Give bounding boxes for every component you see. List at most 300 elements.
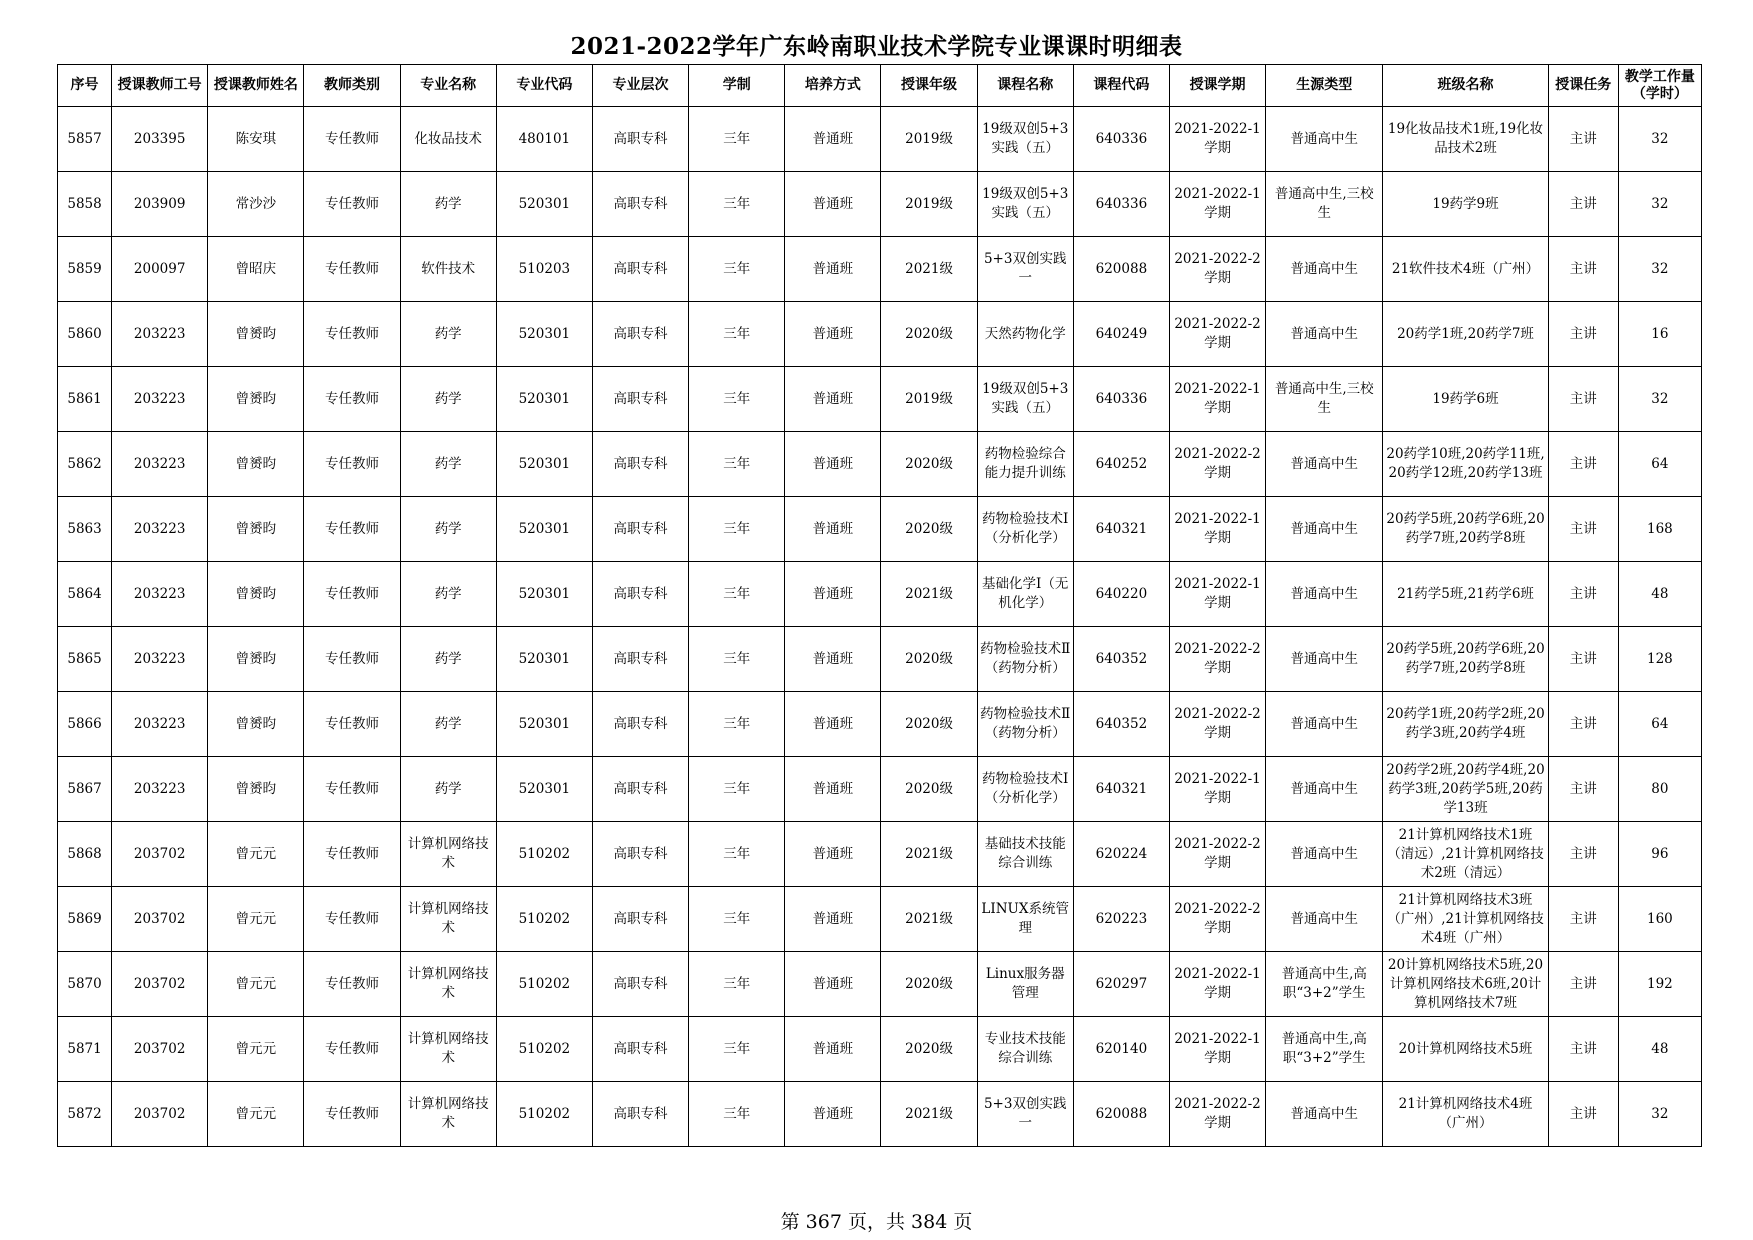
cell-workload [1618,107,1701,172]
cell-seq [58,1082,112,1147]
cell-text: 普通班 [812,390,854,407]
cell-teacher-type [304,497,400,562]
cell-text: 曾赟昀 [235,520,277,537]
cell-class-name [1383,887,1548,952]
cell-text: 160 [1647,910,1673,927]
column-header-class-name: 班级名称 [1383,65,1548,107]
cell-text: 20药学5班,20药学6班,20药学7班,20药学8班 [1386,641,1545,676]
cell-text: 专任教师 [325,845,380,862]
cell-text: 药学 [434,585,462,602]
cell-text: 三年 [723,585,751,602]
cell-text: 21药学5班,21药学6班 [1397,585,1534,602]
cell-text: 2021-2022-1学期 [1174,511,1261,546]
cell-course-code [1073,302,1169,367]
cell-major-name [400,367,496,432]
table-row [58,107,1702,172]
cell-semester [1169,497,1265,562]
cell-duration [689,692,785,757]
cell-training-mode [785,627,881,692]
cell-text: 2021-2022-1学期 [1174,966,1261,1001]
cell-text: 主讲 [1569,780,1597,797]
cell-student-source [1266,1017,1383,1082]
cell-teacher-type [304,952,400,1017]
cell-workload [1618,822,1701,887]
cell-text: 药学 [434,390,462,407]
cell-teacher-name [208,497,304,562]
cell-course-code [1073,822,1169,887]
cell-text: 2021-2022-1学期 [1174,576,1261,611]
cell-text: 2020级 [905,1040,953,1057]
cell-student-source [1266,822,1383,887]
cell-teacher-type [304,432,400,497]
cell-text: 专任教师 [325,650,380,667]
column-header-major-level: 专业层次 [592,65,688,107]
cell-text: 2021-2022-1学期 [1174,1031,1261,1066]
cell-semester [1169,1082,1265,1147]
cell-major-name [400,432,496,497]
cell-course-name [977,627,1073,692]
table-row [58,302,1702,367]
cell-text: 80 [1651,780,1669,797]
cell-text: 药学 [434,780,462,797]
cell-teacher-name [208,1082,304,1147]
cell-training-mode [785,952,881,1017]
cell-text: 三年 [723,325,751,342]
cell-course-name [977,952,1073,1017]
cell-text: 2021级 [905,1105,953,1122]
cell-grade [881,822,977,887]
cell-semester [1169,172,1265,237]
cell-duration [689,562,785,627]
cell-text: 640336 [1095,195,1148,212]
cell-text: 专任教师 [325,325,380,342]
cell-duration [689,887,785,952]
cell-text: 2020级 [905,780,953,797]
cell-text: 三年 [723,780,751,797]
cell-text: 19级双创5+3实践（五） [982,121,1069,156]
column-header-task: 授课任务 [1548,65,1618,107]
cell-text: 5866 [67,715,102,732]
cell-text: 普通高中生 [1290,780,1358,797]
cell-teacher-name [208,1017,304,1082]
column-header-teacher-id: 授课教师工号 [112,65,208,107]
cell-text: 计算机网络技术 [407,836,489,871]
cell-text: 普通班 [812,1105,854,1122]
cell-teacher-name [208,627,304,692]
cell-text: 专任教师 [325,195,380,212]
cell-text: 药物检验技术Ⅰ（分析化学） [982,771,1069,806]
cell-teacher-type [304,692,400,757]
cell-grade [881,952,977,1017]
cell-text: 曾赟昀 [235,715,277,732]
cell-text: 200097 [133,260,186,277]
cell-workload [1618,692,1701,757]
cell-text: 520301 [518,390,571,407]
cell-text: 药物检验技术Ⅰ（分析化学） [982,511,1069,546]
cell-text: 三年 [723,195,751,212]
cell-text: 20药学10班,20药学11班,20药学12班,20药学13班 [1386,446,1545,481]
cell-major-code [496,172,592,237]
cell-text: 20药学5班,20药学6班,20药学7班,20药学8班 [1386,511,1545,546]
cell-text: 普通高中生 [1290,715,1358,732]
cell-teacher-name [208,822,304,887]
cell-teacher-type [304,237,400,302]
cell-course-name [977,1082,1073,1147]
cell-text: 5858 [67,195,102,212]
cell-teacher-id [112,757,208,822]
cell-duration [689,172,785,237]
column-header-major-code: 专业代码 [496,65,592,107]
cell-major-code [496,822,592,887]
cell-student-source [1266,302,1383,367]
cell-duration [689,237,785,302]
cell-text: 普通班 [812,325,854,342]
cell-text: 203702 [133,845,186,862]
cell-teacher-type [304,172,400,237]
cell-text: 三年 [723,260,751,277]
cell-student-source [1266,237,1383,302]
cell-teacher-type [304,367,400,432]
cell-major-level [592,302,688,367]
cell-teacher-name [208,367,304,432]
cell-text: 5+3双创实践一 [983,251,1067,286]
cell-major-level [592,692,688,757]
table-row [58,1017,1702,1082]
cell-grade [881,497,977,562]
cell-task [1548,302,1618,367]
cell-course-name [977,432,1073,497]
cell-course-code [1073,432,1169,497]
cell-workload [1618,367,1701,432]
cell-teacher-type [304,887,400,952]
cell-major-code [496,237,592,302]
cell-course-code [1073,237,1169,302]
cell-teacher-id [112,107,208,172]
cell-seq [58,107,112,172]
table-row [58,757,1702,822]
cell-text: 168 [1647,520,1673,537]
cell-workload [1618,562,1701,627]
cell-text: 三年 [723,130,751,147]
cell-text: 主讲 [1569,1040,1597,1057]
cell-text: 普通班 [812,520,854,537]
cell-text: 普通班 [812,585,854,602]
cell-text: 专任教师 [325,1040,380,1057]
cell-course-name [977,1017,1073,1082]
cell-grade [881,692,977,757]
cell-semester [1169,952,1265,1017]
cell-text: 普通高中生 [1290,845,1358,862]
cell-major-name [400,952,496,1017]
cell-text: 640321 [1095,780,1148,797]
cell-training-mode [785,172,881,237]
cell-training-mode [785,757,881,822]
cell-text: 20计算机网络技术5班 [1398,1040,1533,1057]
cell-text: 21计算机网络技术4班（广州） [1398,1096,1533,1131]
cell-grade [881,562,977,627]
cell-text: 620140 [1095,1040,1148,1057]
cell-workload [1618,757,1701,822]
cell-major-name [400,692,496,757]
cell-text: 640249 [1095,325,1148,342]
cell-task [1548,107,1618,172]
cell-duration [689,497,785,562]
cell-text: 药物检验综合能力提升训练 [984,446,1066,481]
cell-text: 2021-2022-2学期 [1174,706,1261,741]
cell-student-source [1266,432,1383,497]
cell-teacher-id [112,367,208,432]
cell-text: 普通高中生 [1290,325,1358,342]
cell-text: 64 [1651,715,1669,732]
cell-training-mode [785,302,881,367]
cell-text: 96 [1651,845,1669,862]
cell-teacher-type [304,107,400,172]
cell-text: 48 [1651,585,1669,602]
cell-major-code [496,627,592,692]
cell-class-name [1383,172,1548,237]
cell-student-source [1266,367,1383,432]
cell-text: 三年 [723,1105,751,1122]
column-header-teacher-name: 授课教师姓名 [208,65,304,107]
cell-text: 三年 [723,1040,751,1057]
cell-course-name [977,757,1073,822]
cell-course-name [977,562,1073,627]
cell-text: 曾元元 [235,1040,277,1057]
cell-training-mode [785,887,881,952]
cell-student-source [1266,692,1383,757]
cell-teacher-type [304,302,400,367]
cell-teacher-name [208,562,304,627]
cell-text: 普通高中生,三校生 [1274,186,1374,221]
cell-text: 203223 [133,650,186,667]
column-header-major-name: 专业名称 [400,65,496,107]
cell-semester [1169,107,1265,172]
cell-major-name [400,302,496,367]
cell-workload [1618,952,1701,1017]
cell-text: 2021-2022-2学期 [1174,901,1261,936]
cell-teacher-id [112,692,208,757]
cell-semester [1169,237,1265,302]
cell-text: 普通高中生 [1290,585,1358,602]
cell-text: 203223 [133,585,186,602]
cell-seq [58,302,112,367]
cell-text: 480101 [518,130,571,147]
cell-teacher-id [112,822,208,887]
course-hours-table [57,64,1702,1147]
cell-teacher-name [208,432,304,497]
cell-major-code [496,562,592,627]
cell-text: 主讲 [1569,325,1597,342]
cell-text: 2021级 [905,585,953,602]
cell-text: 专任教师 [325,455,380,472]
cell-text: 高职专科 [613,910,668,927]
cell-text: 5872 [67,1105,102,1122]
cell-text: 高职专科 [613,325,668,342]
cell-course-name [977,497,1073,562]
cell-duration [689,107,785,172]
cell-text: 2021级 [905,910,953,927]
cell-text: 203223 [133,325,186,342]
cell-text: 203223 [133,715,186,732]
cell-major-level [592,1017,688,1082]
cell-text: 软件技术 [421,260,476,277]
cell-class-name [1383,107,1548,172]
table-row [58,952,1702,1017]
table-row [58,237,1702,302]
cell-text: 常沙沙 [235,195,277,212]
cell-text: 三年 [723,715,751,732]
cell-duration [689,302,785,367]
cell-training-mode [785,822,881,887]
cell-major-level [592,497,688,562]
cell-major-level [592,432,688,497]
cell-seq [58,172,112,237]
cell-seq [58,432,112,497]
cell-text: 普通高中生 [1290,455,1358,472]
cell-text: 普通班 [812,130,854,147]
cell-text: 三年 [723,520,751,537]
cell-seq [58,822,112,887]
cell-task [1548,367,1618,432]
cell-major-name [400,562,496,627]
cell-text: 620088 [1095,260,1148,277]
cell-text: 主讲 [1569,390,1597,407]
cell-teacher-type [304,627,400,692]
cell-text: 基础技术技能综合训练 [984,836,1066,871]
cell-text: 普通高中生 [1290,520,1358,537]
cell-teacher-id [112,952,208,1017]
cell-teacher-name [208,692,304,757]
cell-text: 专任教师 [325,1105,380,1122]
cell-student-source [1266,627,1383,692]
cell-semester [1169,822,1265,887]
cell-course-name [977,107,1073,172]
cell-text: 64 [1651,455,1669,472]
cell-text: 高职专科 [613,455,668,472]
cell-text: 20药学1班,20药学2班,20药学3班,20药学4班 [1386,706,1545,741]
cell-text: 2021-2022-2学期 [1174,641,1261,676]
cell-semester [1169,302,1265,367]
cell-text: 三年 [723,455,751,472]
cell-course-code [1073,887,1169,952]
cell-text: 三年 [723,910,751,927]
cell-text: 2020级 [905,520,953,537]
cell-text: 5870 [67,975,102,992]
cell-text: 主讲 [1569,910,1597,927]
cell-text: 普通班 [812,650,854,667]
cell-duration [689,367,785,432]
cell-class-name [1383,822,1548,887]
cell-text: 203702 [133,1105,186,1122]
cell-text: 192 [1647,975,1673,992]
cell-major-level [592,822,688,887]
cell-workload [1618,237,1701,302]
cell-duration [689,822,785,887]
cell-teacher-id [112,432,208,497]
cell-task [1548,237,1618,302]
cell-text: 620223 [1095,910,1148,927]
cell-seq [58,562,112,627]
table-row [58,692,1702,757]
cell-class-name [1383,302,1548,367]
cell-text: 510203 [518,260,571,277]
cell-text: 5865 [67,650,102,667]
cell-teacher-id [112,1082,208,1147]
cell-text: 计算机网络技术 [407,1096,489,1131]
cell-text: 天然药物化学 [984,325,1066,342]
cell-major-name [400,107,496,172]
table-row [58,627,1702,692]
cell-duration [689,757,785,822]
cell-text: 普通高中生 [1290,260,1358,277]
cell-text: 620088 [1095,1105,1148,1122]
cell-class-name [1383,562,1548,627]
cell-text: 20药学2班,20药学4班,20药学3班,20药学5班,20药学13班 [1386,761,1545,816]
cell-grade [881,237,977,302]
cell-text: 128 [1647,650,1673,667]
cell-teacher-name [208,302,304,367]
cell-training-mode [785,1017,881,1082]
cell-text: 高职专科 [613,130,668,147]
cell-teacher-type [304,1082,400,1147]
cell-text: 高职专科 [613,585,668,602]
cell-semester [1169,757,1265,822]
column-header-seq: 序号 [58,65,112,107]
cell-text: 20药学1班,20药学7班 [1397,325,1534,342]
cell-text: 640321 [1095,520,1148,537]
cell-text: 48 [1651,1040,1669,1057]
cell-text: 专任教师 [325,715,380,732]
cell-semester [1169,367,1265,432]
cell-grade [881,432,977,497]
cell-text: 32 [1651,130,1669,147]
table-row [58,887,1702,952]
cell-major-code [496,887,592,952]
cell-text: 5860 [67,325,102,342]
cell-grade [881,887,977,952]
cell-text: 203223 [133,390,186,407]
cell-training-mode [785,367,881,432]
cell-major-level [592,1082,688,1147]
cell-major-code [496,107,592,172]
cell-major-code [496,1082,592,1147]
column-header-duration: 学制 [689,65,785,107]
cell-text: 2021-2022-1学期 [1174,381,1261,416]
cell-training-mode [785,237,881,302]
cell-text: 高职专科 [613,1105,668,1122]
cell-task [1548,1017,1618,1082]
cell-text: 专任教师 [325,260,380,277]
cell-course-name [977,692,1073,757]
cell-text: 普通高中生,三校生 [1274,381,1374,416]
cell-grade [881,107,977,172]
cell-text: 640352 [1095,715,1148,732]
cell-major-level [592,887,688,952]
cell-seq [58,237,112,302]
cell-student-source [1266,172,1383,237]
cell-seq [58,497,112,562]
cell-text: 普通班 [812,195,854,212]
cell-text: 专业技术技能综合训练 [984,1031,1066,1066]
cell-text: 5+3双创实践一 [983,1096,1067,1131]
cell-text: 药物检验技术Ⅱ（药物分析） [980,641,1071,676]
cell-training-mode [785,562,881,627]
cell-teacher-name [208,757,304,822]
cell-text: 普通班 [812,260,854,277]
cell-task [1548,952,1618,1017]
column-header-course-code: 课程代码 [1073,65,1169,107]
cell-text: 主讲 [1569,1105,1597,1122]
